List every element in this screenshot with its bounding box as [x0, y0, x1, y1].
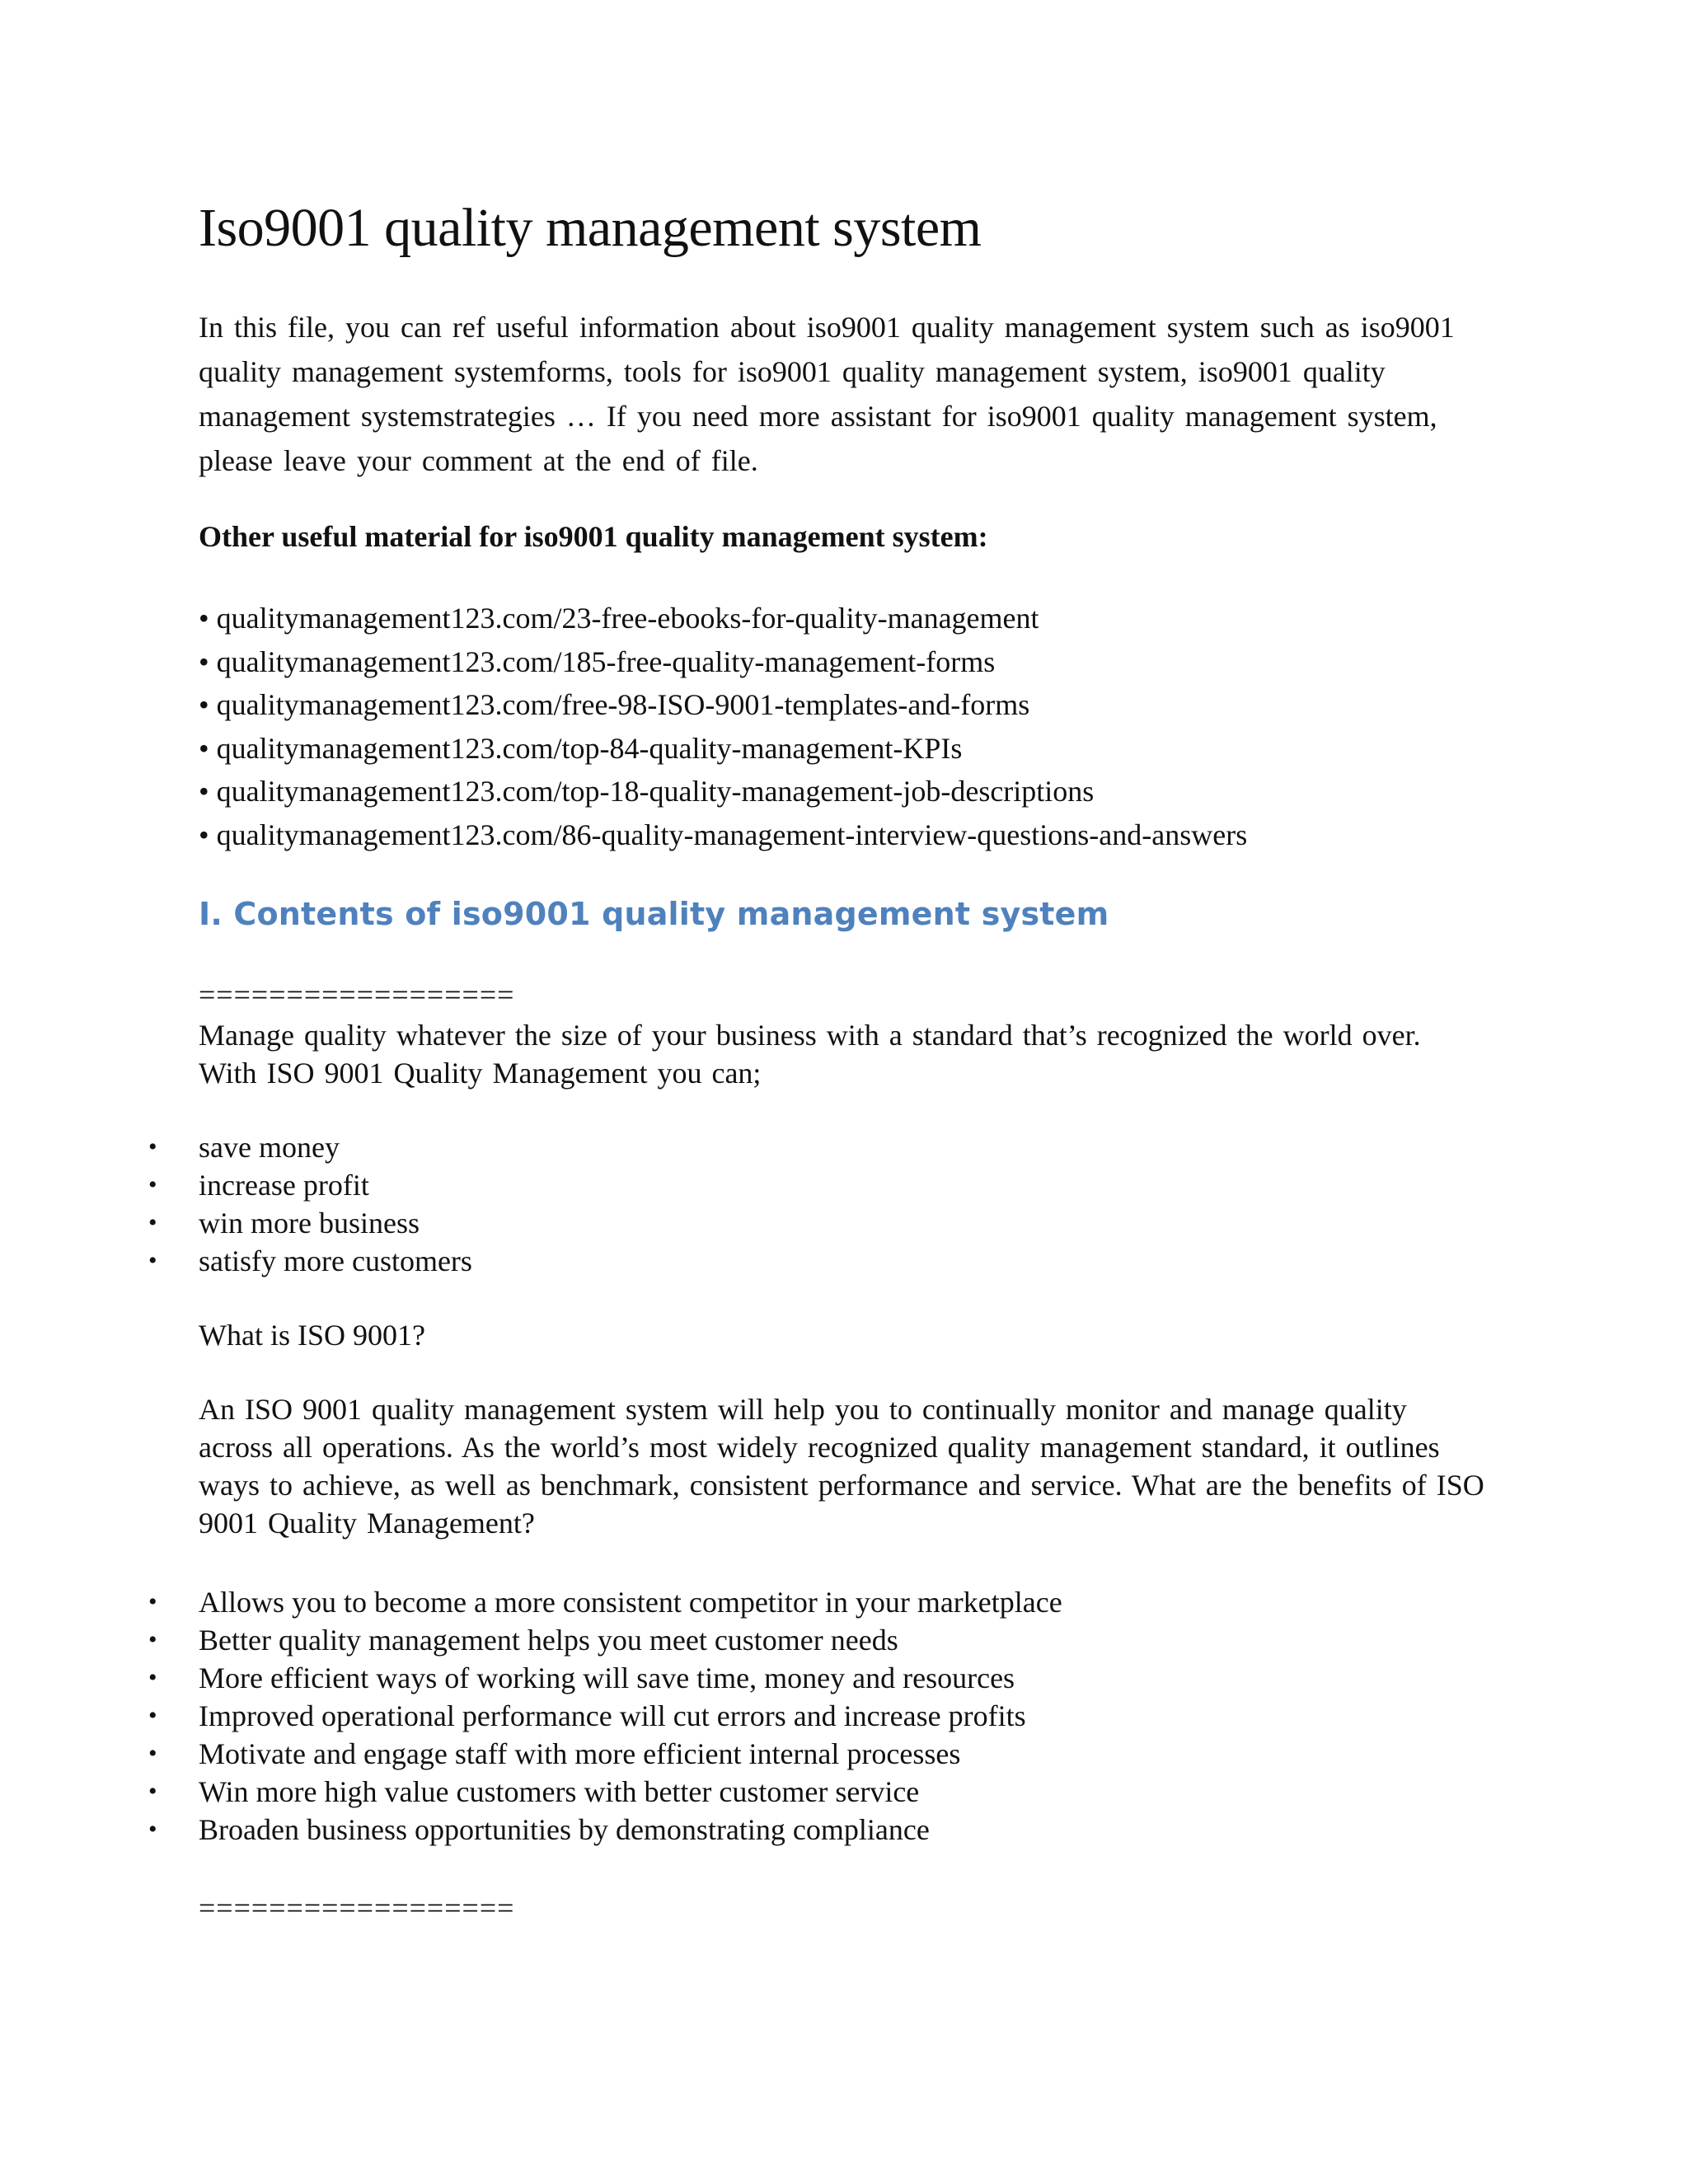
list-item — [148, 1166, 1484, 1204]
list-item-text: Improved operational performance will cut errors and increase profits — [199, 1699, 1026, 1732]
link-item[interactable]: • qualitymanagement123.com/top-84-quality-management-KPIs — [199, 731, 963, 765]
link-item[interactable]: • qualitymanagement123.com/free-98-ISO-9001-templates-and-forms — [199, 688, 1030, 721]
separator-line-bottom: ================== — [199, 1891, 515, 1924]
other-material-heading: Other useful material for iso9001 quality management system: — [199, 520, 988, 553]
list-item-text: More efficient ways of working will save time, money and resources — [199, 1661, 1015, 1694]
bullet-icon: • — [148, 1664, 157, 1691]
list-item-text: win more business — [199, 1207, 420, 1240]
list-item-text: save money — [199, 1131, 340, 1164]
list-item-text: Better quality management helps you meet customer needs — [199, 1624, 898, 1657]
bullet-icon: • — [148, 1740, 157, 1767]
list-item — [148, 1128, 1484, 1166]
long-benefits-list — [148, 1583, 1484, 1849]
list-item — [148, 1659, 1484, 1697]
page-title: Iso9001 quality management system — [199, 198, 982, 258]
separator-line: ================== — [199, 978, 515, 1011]
list-item — [148, 1621, 1484, 1659]
short-benefits-list — [148, 1128, 1484, 1280]
manage-paragraph: Manage quality whatever the size of your business with a standard that’s recognized the world over. With ISO 9001 Quality Management you can; — [199, 1019, 1421, 1090]
document-content — [148, 191, 1484, 1924]
bullet-icon: • — [148, 1209, 157, 1236]
what-is-heading: What is ISO 9001? — [199, 1319, 425, 1352]
list-item-text: Motivate and engage staff with more efficient internal processes — [199, 1737, 961, 1770]
list-item — [148, 1697, 1484, 1735]
link-item[interactable]: • qualitymanagement123.com/86-quality-management-interview-questions-and-answers — [199, 818, 1248, 851]
bullet-icon: • — [148, 1626, 157, 1653]
list-item-text: satisfy more customers — [199, 1244, 472, 1277]
list-item-text: Broaden business opportunities by demonstrating compliance — [199, 1813, 930, 1846]
link-item[interactable]: • qualitymanagement123.com/185-free-quality-management-forms — [199, 644, 996, 678]
links-list — [199, 597, 1484, 856]
intro-paragraph: In this file, you can ref useful information about iso9001 quality management system such as iso9001 quality management systemforms, tools for iso9001 quality management system, iso9001 quality management systemstrategies … If you need more assistant for iso9001 quality management system, please leave your comment at the end of file. — [199, 311, 1455, 477]
list-item — [148, 1773, 1484, 1811]
list-item — [148, 1735, 1484, 1773]
bullet-icon: • — [148, 1778, 157, 1805]
section-heading: I. Contents of iso9001 quality management system — [199, 896, 1109, 932]
bullet-icon: • — [148, 1171, 157, 1198]
list-item — [148, 1204, 1484, 1242]
list-item-text: Allows you to become a more consistent competitor in your marketplace — [199, 1586, 1062, 1619]
list-item — [148, 1242, 1484, 1280]
explanation-paragraph: An ISO 9001 quality management system will help you to continually monitor and manage quality across all operations. As the world’s most widely recognized quality management standard, it outlines ways to achieve, as well as benchmark, consistent performance and service. What are the benefits of ISO 9001 Quality Management? — [199, 1393, 1484, 1540]
list-item-text: Win more high value customers with better customer service — [199, 1775, 920, 1808]
list-item — [148, 1811, 1484, 1849]
link-item[interactable]: • qualitymanagement123.com/top-18-quality-management-job-descriptions — [199, 775, 1095, 808]
link-item[interactable]: • qualitymanagement123.com/23-free-ebooks-for-quality-management — [199, 602, 1039, 635]
bullet-icon: • — [148, 1702, 157, 1729]
list-item-text: increase profit — [199, 1169, 369, 1202]
bullet-icon: • — [148, 1247, 157, 1274]
bullet-icon: • — [148, 1588, 157, 1615]
bullet-icon: • — [148, 1816, 157, 1843]
bullet-icon: • — [148, 1133, 157, 1160]
list-item — [148, 1583, 1484, 1621]
